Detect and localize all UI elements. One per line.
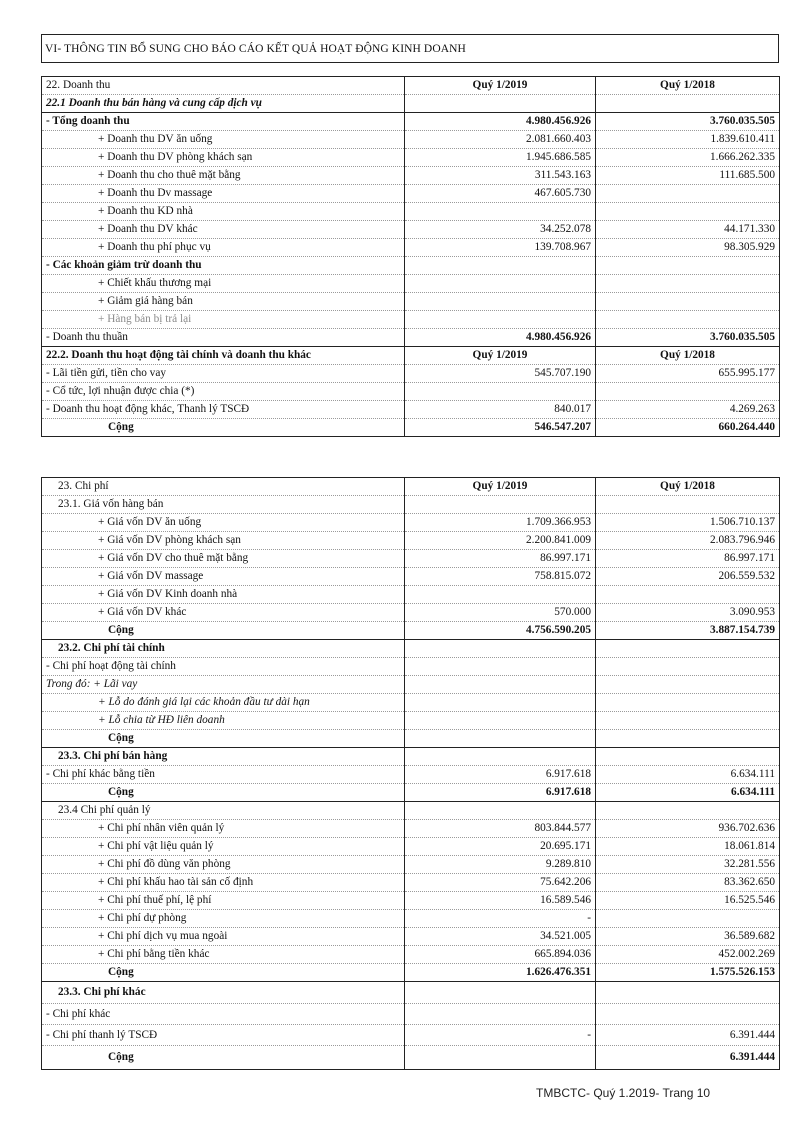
- table-row: [42, 131, 780, 149]
- table-row: [42, 221, 780, 239]
- table-row: [42, 419, 780, 437]
- table-row: [42, 640, 780, 658]
- row-label: - Chi phí khác: [42, 1004, 405, 1025]
- row-value-2019: 1.945.686.585: [405, 149, 596, 167]
- selling-total-2018: 6.634.111: [596, 784, 780, 802]
- row-label: + Lỗ do đánh giá lại các khoản đầu tư dài hạn: [42, 694, 405, 712]
- row-value-2018: 655.995.177: [596, 365, 780, 383]
- table-row: [42, 946, 780, 964]
- row-label: + Chi phí bằng tiền khác: [42, 946, 405, 964]
- row-value-2019: 16.589.546: [405, 892, 596, 910]
- total-revenue-label: - Tổng doanh thu: [42, 113, 405, 131]
- table-row: [42, 982, 780, 1004]
- row-value-2018: 6.634.111: [596, 766, 780, 784]
- row-value-2019: 6.917.618: [405, 766, 596, 784]
- table-row: [42, 856, 780, 874]
- table-row: [42, 311, 780, 329]
- row-value-2018: 111.685.500: [596, 167, 780, 185]
- column-header-q2019: Quý 1/2019: [405, 77, 596, 95]
- row-value-2018: 6.391.444: [596, 1025, 780, 1046]
- row-label: - Doanh thu hoạt động khác, Thanh lý TSCĐ: [42, 401, 405, 419]
- row-value-2018: [596, 203, 780, 221]
- row-value-2018: 32.281.556: [596, 856, 780, 874]
- admin-expense-heading: 23.4 Chi phí quản lý: [42, 802, 405, 820]
- row-value-2019: 34.521.005: [405, 928, 596, 946]
- row-value-2019: 840.017: [405, 401, 596, 419]
- row-label: + Doanh thu DV khác: [42, 221, 405, 239]
- admin-total-2019: 1.626.476.351: [405, 964, 596, 982]
- column-header-q2018: Quý 1/2018: [596, 478, 780, 496]
- table-row: [42, 658, 780, 676]
- financial-total-label: Cộng: [42, 419, 405, 437]
- table-row: [42, 604, 780, 622]
- row-value-2018: 1.666.262.335: [596, 149, 780, 167]
- section-title: VI- THÔNG TIN BỔ SUNG CHO BÁO CÁO KẾT QUẢ HOẠT ĐỘNG KINH DOANH: [41, 34, 779, 63]
- table-row: [42, 257, 780, 275]
- table-row: [42, 910, 780, 928]
- row-value-2018: 16.525.546: [596, 892, 780, 910]
- table-row: [42, 802, 780, 820]
- revenue-heading: 22. Doanh thu: [42, 77, 405, 95]
- expense-table: [41, 477, 780, 1070]
- row-label: + Chi phí đồ dùng văn phòng: [42, 856, 405, 874]
- row-value-2019: 570.000: [405, 604, 596, 622]
- row-label: + Doanh thu Dv massage: [42, 185, 405, 203]
- cogs-heading: 23.1. Giá vốn hàng bán: [42, 496, 405, 514]
- table-row: [42, 730, 780, 748]
- table-row: [42, 77, 780, 95]
- financial-total-2019: 546.547.207: [405, 419, 596, 437]
- selling-expense-heading: 23.3. Chi phí bán hàng: [42, 748, 405, 766]
- deductions-label: - Các khoản giảm trừ doanh thu: [42, 257, 405, 275]
- total-revenue-2018: 3.760.035.505: [596, 113, 780, 131]
- table-row: [42, 329, 780, 347]
- row-value-2018: [596, 586, 780, 604]
- row-value-2019: 20.695.171: [405, 838, 596, 856]
- row-value-2018: 4.269.263: [596, 401, 780, 419]
- selling-total-label: Cộng: [42, 784, 405, 802]
- row-label: Trong đó: + Lãi vay: [42, 676, 405, 694]
- net-revenue-label: - Doanh thu thuần: [42, 329, 405, 347]
- table-row: [42, 347, 780, 365]
- admin-total-label: Cộng: [42, 964, 405, 982]
- column-header-q2018: Quý 1/2018: [596, 77, 780, 95]
- financial-expense-heading: 23.2. Chi phí tài chính: [42, 640, 405, 658]
- row-value-2018: 2.083.796.946: [596, 532, 780, 550]
- row-label: + Lỗ chia từ HĐ liên doanh: [42, 712, 405, 730]
- row-value-2018: [596, 910, 780, 928]
- row-value-2019: [405, 586, 596, 604]
- cogs-total-2018: 3.887.154.739: [596, 622, 780, 640]
- row-value-2018: 18.061.814: [596, 838, 780, 856]
- row-value-2018: [596, 1004, 780, 1025]
- net-revenue-2018: 3.760.035.505: [596, 329, 780, 347]
- row-label: + Doanh thu KD nhà: [42, 203, 405, 221]
- table-row: [42, 586, 780, 604]
- table-row: [42, 293, 780, 311]
- row-label: + Doanh thu phí phục vụ: [42, 239, 405, 257]
- row-value-2019: 9.289.810: [405, 856, 596, 874]
- row-value-2019: 803.844.577: [405, 820, 596, 838]
- net-revenue-2019: 4.980.456.926: [405, 329, 596, 347]
- row-value-2018: 86.997.171: [596, 550, 780, 568]
- row-label: + Doanh thu cho thuê mặt bằng: [42, 167, 405, 185]
- row-label: + Giá vốn DV khác: [42, 604, 405, 622]
- row-value-2019: 758.815.072: [405, 568, 596, 586]
- row-label: + Giá vốn DV Kinh doanh nhà: [42, 586, 405, 604]
- table-row: [42, 712, 780, 730]
- row-value-2018: 3.090.953: [596, 604, 780, 622]
- row-value-2018: 83.362.650: [596, 874, 780, 892]
- row-value-2018: 936.702.636: [596, 820, 780, 838]
- page-footer: TMBCTC- Quý 1.2019- Trang 10: [536, 1086, 711, 1100]
- table-row: [42, 532, 780, 550]
- table-row: [42, 820, 780, 838]
- row-label: - Chi phí khác bằng tiền: [42, 766, 405, 784]
- revenue-subheading: 22.1 Doanh thu bán hàng và cung cấp dịch vụ: [42, 95, 405, 113]
- table-row: [42, 149, 780, 167]
- financial-expense-total-label: Cộng: [42, 730, 405, 748]
- row-label: + Giá vốn DV ăn uống: [42, 514, 405, 532]
- row-label: + Chi phí nhân viên quản lý: [42, 820, 405, 838]
- table-row: [42, 676, 780, 694]
- cogs-total-2019: 4.756.590.205: [405, 622, 596, 640]
- table-row: [42, 874, 780, 892]
- column-header-q2019: Quý 1/2019: [405, 478, 596, 496]
- row-value-2018: 206.559.532: [596, 568, 780, 586]
- row-value-2019: [405, 1004, 596, 1025]
- row-value-2018: 36.589.682: [596, 928, 780, 946]
- table-row: [42, 1046, 780, 1070]
- row-label: + Giá vốn DV phòng khách sạn: [42, 532, 405, 550]
- table-row: [42, 383, 780, 401]
- table-row: [42, 622, 780, 640]
- table-row: [42, 550, 780, 568]
- cogs-total-label: Cộng: [42, 622, 405, 640]
- table-row: [42, 568, 780, 586]
- other-total-label: Cộng: [42, 1046, 405, 1070]
- admin-total-2018: 1.575.526.153: [596, 964, 780, 982]
- table-row: [42, 892, 780, 910]
- column-header-q2019: Quý 1/2019: [405, 347, 596, 365]
- row-label: + Hàng bán bị trả lại: [42, 311, 405, 329]
- row-value-2018: [596, 185, 780, 203]
- row-value-2019: -: [405, 910, 596, 928]
- row-value-2019: 467.605.730: [405, 185, 596, 203]
- table-row: [42, 239, 780, 257]
- other-expense-heading: 23.3. Chi phí khác: [42, 982, 405, 1004]
- row-value-2019: 1.709.366.953: [405, 514, 596, 532]
- row-label: - Chi phí hoạt động tài chính: [42, 658, 405, 676]
- expense-heading: 23. Chi phí: [42, 478, 405, 496]
- row-value-2018: 1.506.710.137: [596, 514, 780, 532]
- row-value-2018: 1.839.610.411: [596, 131, 780, 149]
- total-revenue-2019: 4.980.456.926: [405, 113, 596, 131]
- selling-total-2019: 6.917.618: [405, 784, 596, 802]
- row-value-2019: [405, 383, 596, 401]
- table-row: [42, 365, 780, 383]
- other-total-2019: [405, 1046, 596, 1070]
- table-row: [42, 496, 780, 514]
- row-label: + Giảm giá hàng bán: [42, 293, 405, 311]
- table-row: [42, 514, 780, 532]
- row-value-2019: 545.707.190: [405, 365, 596, 383]
- row-label: - Lãi tiền gửi, tiền cho vay: [42, 365, 405, 383]
- table-row: [42, 964, 780, 982]
- table-row: [42, 766, 780, 784]
- financial-total-2018: 660.264.440: [596, 419, 780, 437]
- table-row: [42, 167, 780, 185]
- row-value-2019: [405, 203, 596, 221]
- row-value-2018: 44.171.330: [596, 221, 780, 239]
- other-total-2018: 6.391.444: [596, 1046, 780, 1070]
- row-value-2018: 98.305.929: [596, 239, 780, 257]
- financial-revenue-heading: 22.2. Doanh thu hoạt động tài chính và doanh thu khác: [42, 347, 405, 365]
- table-row: [42, 694, 780, 712]
- row-label: + Giá vốn DV cho thuê mặt bằng: [42, 550, 405, 568]
- table-row: [42, 95, 780, 113]
- row-value-2019: 665.894.036: [405, 946, 596, 964]
- table-row: [42, 401, 780, 419]
- row-label: + Giá vốn DV massage: [42, 568, 405, 586]
- row-label: + Chi phí vật liệu quản lý: [42, 838, 405, 856]
- table-row: [42, 275, 780, 293]
- column-header-q2018: Quý 1/2018: [596, 347, 780, 365]
- row-label: + Chi phí dịch vụ mua ngoài: [42, 928, 405, 946]
- row-label: - Cổ tức, lợi nhuận được chia (*): [42, 383, 405, 401]
- table-row: [42, 203, 780, 221]
- row-label: + Chi phí thuế phí, lệ phí: [42, 892, 405, 910]
- row-label: - Chi phí thanh lý TSCĐ: [42, 1025, 405, 1046]
- row-label: + Doanh thu DV ăn uống: [42, 131, 405, 149]
- table-row: [42, 113, 780, 131]
- row-value-2019: 139.708.967: [405, 239, 596, 257]
- row-value-2019: 34.252.078: [405, 221, 596, 239]
- row-value-2019: -: [405, 1025, 596, 1046]
- row-label: + Chi phí khấu hao tài sản cố định: [42, 874, 405, 892]
- row-label: + Doanh thu DV phòng khách sạn: [42, 149, 405, 167]
- row-value-2018: 452.002.269: [596, 946, 780, 964]
- row-value-2019: 75.642.206: [405, 874, 596, 892]
- row-value-2019: 2.200.841.009: [405, 532, 596, 550]
- table-row: [42, 748, 780, 766]
- row-value-2019: 311.543.163: [405, 167, 596, 185]
- table-row: [42, 1025, 780, 1046]
- table-row: [42, 1004, 780, 1025]
- table-row: [42, 478, 780, 496]
- row-value-2019: 86.997.171: [405, 550, 596, 568]
- row-value-2019: 2.081.660.403: [405, 131, 596, 149]
- row-label: + Chi phí dự phòng: [42, 910, 405, 928]
- table-row: [42, 928, 780, 946]
- table-row: [42, 838, 780, 856]
- table-row: [42, 784, 780, 802]
- revenue-table: [41, 76, 780, 437]
- table-row: [42, 185, 780, 203]
- row-label: + Chiết khấu thương mại: [42, 275, 405, 293]
- row-value-2018: [596, 383, 780, 401]
